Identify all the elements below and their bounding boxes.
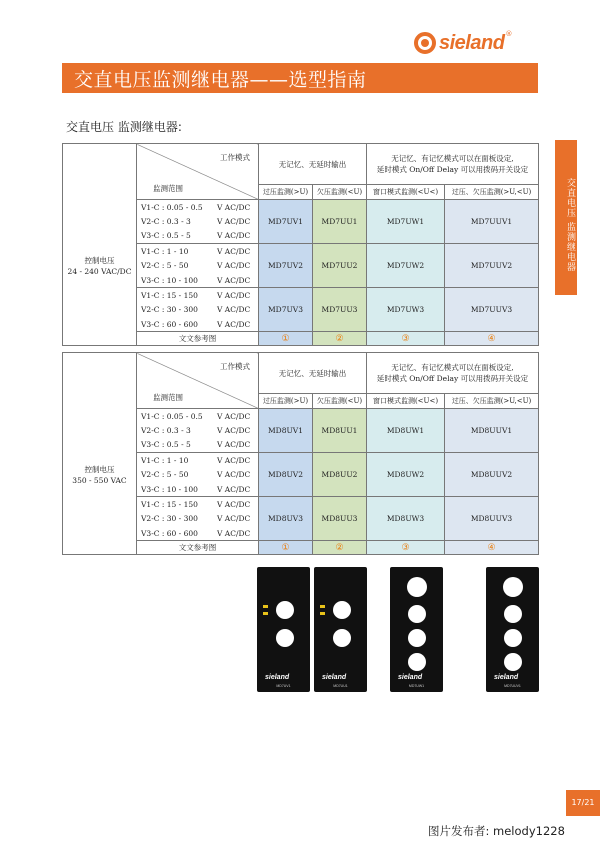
header-diagonal bbox=[137, 353, 259, 409]
device-panels bbox=[255, 567, 545, 692]
group2-header bbox=[367, 353, 539, 394]
model-both: MD7UUV2 bbox=[445, 244, 539, 288]
col-both-header: 过压、欠压监测(>U,<U) bbox=[445, 394, 539, 409]
model-window: MD8UW2 bbox=[367, 453, 445, 497]
control-voltage-value: 350 - 550 VAC bbox=[72, 475, 127, 485]
col-over-header: 过压监测(>U) bbox=[259, 185, 313, 200]
range-unit: V AC/DC bbox=[217, 217, 251, 227]
knob-icon bbox=[503, 577, 523, 597]
col-window-header: 窗口模式监测(<U<) bbox=[367, 185, 445, 200]
range-unit: V AC/DC bbox=[217, 484, 251, 494]
title-banner bbox=[62, 63, 538, 93]
range-cell bbox=[137, 423, 259, 438]
model-window: MD8UW1 bbox=[367, 409, 445, 453]
group2-line2: 延时模式 On/Off Delay 可以用拨码开关设定 bbox=[376, 165, 529, 174]
range-cell bbox=[137, 511, 259, 526]
panel-logo: sieland bbox=[265, 674, 290, 681]
knob-icon bbox=[408, 653, 426, 671]
range-unit: V AC/DC bbox=[217, 470, 251, 480]
range-cell bbox=[137, 317, 259, 332]
model-window: MD7UW1 bbox=[367, 200, 445, 244]
knob-icon bbox=[408, 605, 426, 623]
range-cell bbox=[137, 258, 259, 273]
mode-label: 工作模式 bbox=[220, 153, 250, 162]
range-value: V2-C : 5 - 50 bbox=[141, 470, 189, 480]
ref-3: ③ bbox=[367, 541, 445, 555]
range-value: V2-C : 30 - 300 bbox=[141, 514, 198, 524]
ref-4: ④ bbox=[445, 541, 539, 555]
model-under: MD8UU3 bbox=[313, 497, 367, 541]
model-over: MD8UV2 bbox=[259, 453, 313, 497]
control-voltage bbox=[63, 200, 137, 332]
header-diagonal bbox=[137, 144, 259, 200]
range-value: V3-C : 10 - 100 bbox=[141, 484, 198, 494]
range-unit: V AC/DC bbox=[217, 202, 251, 212]
col-both-header: 过压、欠压监测(>U,<U) bbox=[445, 185, 539, 200]
panel-logo: sieland bbox=[322, 674, 347, 681]
publisher-credit: 图片发布者: melody1228 bbox=[428, 824, 565, 838]
range-value: V1-C : 0.05 - 0.5 bbox=[141, 411, 203, 421]
model-under: MD7UU3 bbox=[313, 288, 367, 332]
range-cell bbox=[137, 409, 259, 424]
group2-header bbox=[367, 144, 539, 185]
range-unit: V AC/DC bbox=[217, 231, 251, 241]
range-cell bbox=[137, 288, 259, 303]
panel-1 bbox=[257, 567, 310, 692]
led-icon bbox=[320, 612, 325, 615]
model-over: MD7UV3 bbox=[259, 288, 313, 332]
model-over: MD8UV3 bbox=[259, 497, 313, 541]
corner-blank bbox=[63, 353, 137, 409]
range-label: 监测范围 bbox=[153, 393, 183, 402]
range-value: V2-C : 0.3 - 3 bbox=[141, 426, 191, 436]
model-both: MD7UUV1 bbox=[445, 200, 539, 244]
section-title: 交直电压 监测继电器: bbox=[66, 120, 182, 134]
model-over: MD8UV1 bbox=[259, 409, 313, 453]
range-cell bbox=[137, 273, 259, 288]
logo-registered: ® bbox=[505, 30, 513, 38]
col-over-header: 过压监测(>U) bbox=[259, 394, 313, 409]
table-row bbox=[63, 409, 539, 424]
knob-icon bbox=[407, 577, 427, 597]
ref-label: 文文参考图 bbox=[137, 332, 259, 346]
knob-icon bbox=[276, 629, 294, 647]
knob-icon bbox=[333, 629, 351, 647]
control-voltage-label: 控制电压 bbox=[84, 464, 115, 474]
model-both: MD8UUV3 bbox=[445, 497, 539, 541]
range-value: V1-C : 15 - 150 bbox=[141, 499, 198, 509]
knob-icon bbox=[408, 629, 426, 647]
panel-logo: sieland bbox=[494, 674, 519, 681]
panel-logo: sieland bbox=[398, 674, 423, 681]
panel-2 bbox=[314, 567, 367, 692]
range-value: V2-C : 30 - 300 bbox=[141, 305, 198, 315]
model-window: MD7UW3 bbox=[367, 288, 445, 332]
knob-icon bbox=[504, 605, 522, 623]
group1-header: 无记忆、无延时输出 bbox=[259, 353, 367, 394]
range-unit: V AC/DC bbox=[217, 246, 251, 256]
range-cell bbox=[137, 229, 259, 244]
range-cell bbox=[137, 438, 259, 453]
model-under: MD8UU1 bbox=[313, 409, 367, 453]
range-value: V1-C : 1 - 10 bbox=[141, 246, 189, 256]
range-cell bbox=[137, 482, 259, 497]
led-icon bbox=[263, 612, 268, 615]
model-window: MD8UW3 bbox=[367, 497, 445, 541]
range-unit: V AC/DC bbox=[217, 275, 251, 285]
selection-table-md8 bbox=[62, 352, 539, 555]
range-unit: V AC/DC bbox=[217, 411, 251, 421]
range-value: V1-C : 1 - 10 bbox=[141, 455, 189, 465]
model-under: MD8UU2 bbox=[313, 453, 367, 497]
range-unit: V AC/DC bbox=[217, 514, 251, 524]
range-unit: V AC/DC bbox=[217, 528, 251, 538]
table-row bbox=[63, 200, 539, 215]
control-voltage-value: 24 - 240 VAC/DC bbox=[67, 266, 132, 276]
ref-blank bbox=[63, 332, 137, 346]
range-cell bbox=[137, 244, 259, 259]
logo-mark-icon bbox=[414, 32, 436, 54]
range-unit: V AC/DC bbox=[217, 261, 251, 271]
range-cell bbox=[137, 200, 259, 215]
ref-blank bbox=[63, 541, 137, 555]
col-under-header: 欠压监测(<U) bbox=[313, 185, 367, 200]
panel-model: MD7UU1 bbox=[333, 684, 348, 688]
knob-icon bbox=[333, 601, 351, 619]
model-both: MD8UUV2 bbox=[445, 453, 539, 497]
range-unit: V AC/DC bbox=[217, 426, 251, 436]
brand-logo bbox=[414, 30, 512, 56]
panel-4 bbox=[486, 567, 539, 692]
range-unit: V AC/DC bbox=[217, 499, 251, 509]
page-title: 交直电压监测继电器——选型指南 bbox=[74, 69, 367, 91]
range-value: V1-C : 0.05 - 0.5 bbox=[141, 202, 203, 212]
selection-table-md7 bbox=[62, 143, 539, 346]
corner-blank bbox=[63, 144, 137, 200]
panel-3 bbox=[390, 567, 443, 692]
range-unit: V AC/DC bbox=[217, 319, 251, 329]
range-unit: V AC/DC bbox=[217, 440, 251, 450]
ref-3: ③ bbox=[367, 332, 445, 346]
group2-line1: 无记忆、有记忆模式可以在面板设定, bbox=[391, 363, 514, 372]
model-both: MD8UUV1 bbox=[445, 409, 539, 453]
ref-2: ② bbox=[313, 541, 367, 555]
range-label: 监测范围 bbox=[153, 184, 183, 193]
range-value: V3-C : 60 - 600 bbox=[141, 528, 198, 538]
col-window-header: 窗口模式监测(<U<) bbox=[367, 394, 445, 409]
range-value: V3-C : 0.5 - 5 bbox=[141, 440, 191, 450]
group2-line2: 延时模式 On/Off Delay 可以用拨码开关设定 bbox=[376, 374, 529, 383]
range-value: V2-C : 5 - 50 bbox=[141, 261, 189, 271]
range-cell bbox=[137, 214, 259, 229]
logo-text: sieland bbox=[439, 31, 505, 54]
group1-header: 无记忆、无延时输出 bbox=[259, 144, 367, 185]
range-value: V3-C : 60 - 600 bbox=[141, 319, 198, 329]
model-over: MD7UV1 bbox=[259, 200, 313, 244]
range-value: V3-C : 10 - 100 bbox=[141, 275, 198, 285]
control-voltage-label: 控制电压 bbox=[84, 255, 115, 265]
range-value: V1-C : 15 - 150 bbox=[141, 290, 198, 300]
knob-icon bbox=[276, 601, 294, 619]
range-cell bbox=[137, 526, 259, 541]
ref-4: ④ bbox=[445, 332, 539, 346]
panel-model: MD7UUV1 bbox=[504, 684, 521, 688]
col-under-header: 欠压监测(<U) bbox=[313, 394, 367, 409]
model-window: MD7UW2 bbox=[367, 244, 445, 288]
model-under: MD7UU2 bbox=[313, 244, 367, 288]
model-both: MD7UUV3 bbox=[445, 288, 539, 332]
panel-model: MD7UW1 bbox=[408, 684, 425, 688]
knob-icon bbox=[504, 629, 522, 647]
range-unit: V AC/DC bbox=[217, 290, 251, 300]
range-cell bbox=[137, 467, 259, 482]
side-tab: 交直电压 监测继电器 bbox=[555, 140, 577, 295]
group2-line1: 无记忆、有记忆模式可以在面板设定, bbox=[391, 154, 514, 163]
led-icon bbox=[263, 605, 268, 608]
range-value: V2-C : 0.3 - 3 bbox=[141, 217, 191, 227]
panel-model: MD7UV1 bbox=[276, 684, 291, 688]
model-under: MD7UU1 bbox=[313, 200, 367, 244]
control-voltage bbox=[63, 409, 137, 541]
range-cell bbox=[137, 453, 259, 468]
range-unit: V AC/DC bbox=[217, 455, 251, 465]
model-over: MD7UV2 bbox=[259, 244, 313, 288]
ref-label: 文文参考图 bbox=[137, 541, 259, 555]
knob-icon bbox=[504, 653, 522, 671]
range-cell bbox=[137, 302, 259, 317]
range-cell bbox=[137, 497, 259, 512]
range-unit: V AC/DC bbox=[217, 305, 251, 315]
led-icon bbox=[320, 605, 325, 608]
ref-1: ① bbox=[259, 332, 313, 346]
ref-2: ② bbox=[313, 332, 367, 346]
range-value: V3-C : 0.5 - 5 bbox=[141, 231, 191, 241]
mode-label: 工作模式 bbox=[220, 362, 250, 371]
page-number: 17/21 bbox=[566, 790, 600, 816]
ref-1: ① bbox=[259, 541, 313, 555]
